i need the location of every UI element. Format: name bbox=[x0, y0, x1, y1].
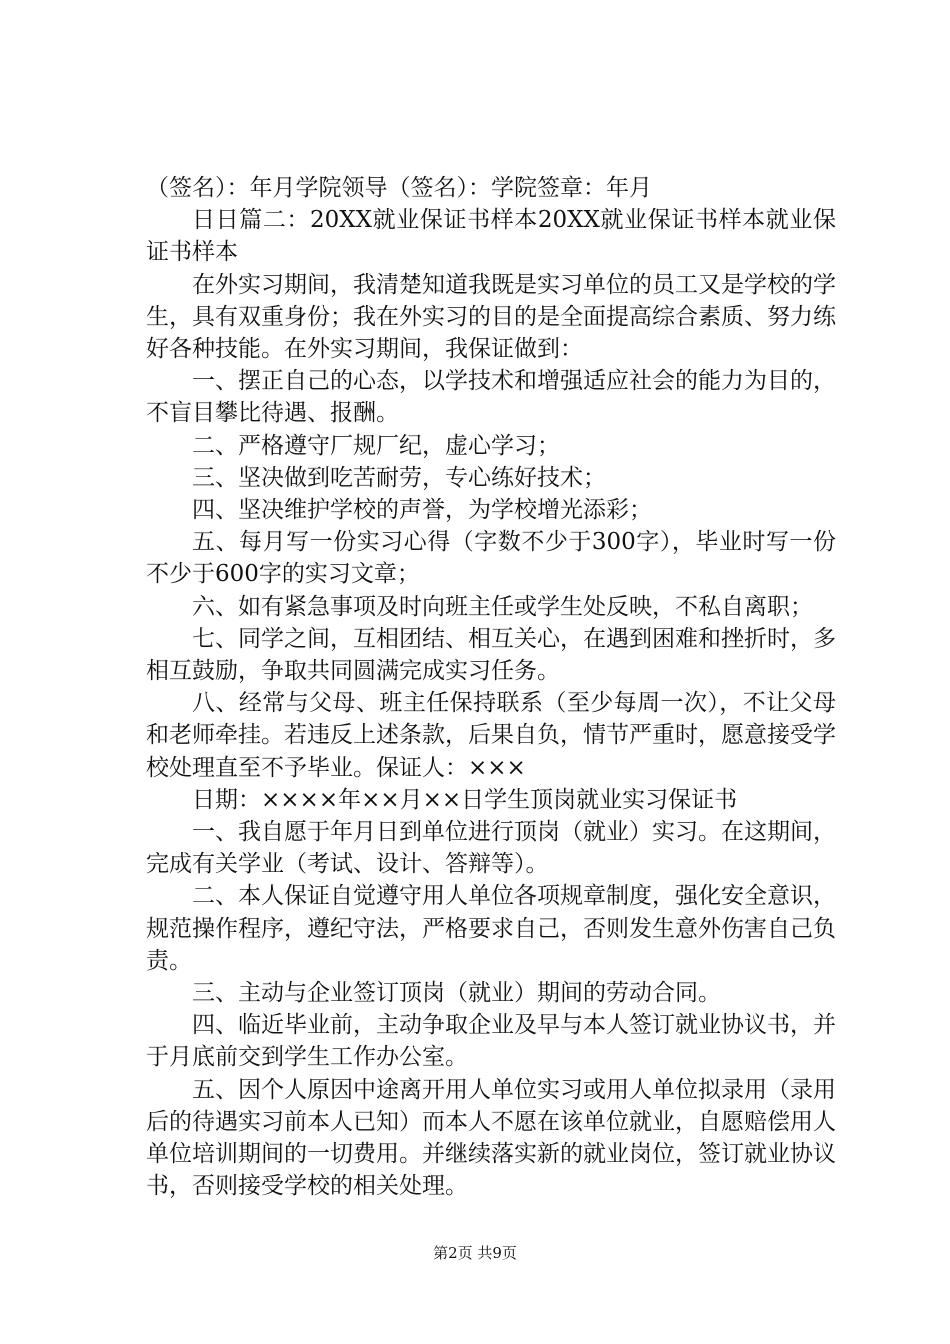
paragraph-item-2: 二、严格遵守厂规厂纪，虚心学习； bbox=[192, 432, 560, 459]
document-body bbox=[146, 172, 836, 1203]
paragraph-date-title: 日期：××××年××月××日学生顶岗就业实习保证书 bbox=[192, 786, 738, 813]
paragraph-pledge-4: 四、临近毕业前，主动争取企业及早与本人签订就业协议书，并于月底前交到学生工作办公室。 bbox=[146, 1012, 836, 1071]
paragraph-item-5: 五、每月写一份实习心得（字数不少于300字），毕业时写一份不少于600字的实习文章； bbox=[146, 529, 836, 588]
paragraph-section-title: 日日篇二：20XX就业保证书样本20XX就业保证书样本就业保证书样本 bbox=[146, 207, 836, 266]
page-number-footer: 第2页 共9页 bbox=[433, 1244, 517, 1262]
paragraph-pledge-3: 三、主动与企业签订顶岗（就业）期间的劳动合同。 bbox=[192, 980, 721, 1007]
paragraph-pledge-5: 五、因个人原因中途离开用人单位实习或用人单位拟录用（录用后的待遇实习前本人已知）而本人不愿在该单位就业，自愿赔偿用人单位培训期间的一切费用。并继续落实新的就业岗位，签订就业协议书，否则接受学校的相关处理。 bbox=[146, 1076, 836, 1200]
paragraph-item-6: 六、如有紧急事项及时向班主任或学生处反映，不私自离职； bbox=[192, 593, 813, 620]
paragraph-item-7: 七、同学之间，互相团结、相互关心，在遇到困难和挫折时，多相互鼓励，争取共同圆满完成实习任务。 bbox=[146, 625, 836, 685]
paragraph-pledge-2: 二、本人保证自觉遵守用人单位各项规章制度，强化安全意识，规范操作程序，遵纪守法，严格要求自己，否则发生意外伤害自己负责。 bbox=[146, 883, 836, 974]
paragraph-intro: 在外实习期间，我清楚知道我既是实习单位的员工又是学校的学生，具有双重身份；我在外实习的目的是全面提高综合素质、努力练好各种技能。在外实习期间，我保证做到： bbox=[146, 271, 836, 363]
paragraph-pledge-1: 一、我自愿于年月日到单位进行顶岗（就业）实习。在这期间，完成有关学业（考试、设计、答辩等）。 bbox=[146, 819, 836, 878]
paragraph-item-8: 八、经常与父母、班主任保持联系（至少每周一次），不让父母和老师牵挂。若违反上述条款，后果自负，情节严重时，愿意接受学校处理直至不予毕业。保证人：××× bbox=[146, 690, 836, 781]
paragraph-item-3: 三、坚决做到吃苦耐劳，专心练好技术； bbox=[192, 464, 606, 491]
paragraph-signature-line: （签名）：年月学院领导（签名）：学院签章：年月 bbox=[146, 175, 652, 201]
paragraph-item-4: 四、坚决维护学校的声誉，为学校增光添彩； bbox=[192, 497, 652, 524]
paragraph-item-1: 一、摆正自己的心态，以学技术和增强适应社会的能力为目的，不盲目攀比待遇、报酬。 bbox=[146, 368, 836, 427]
